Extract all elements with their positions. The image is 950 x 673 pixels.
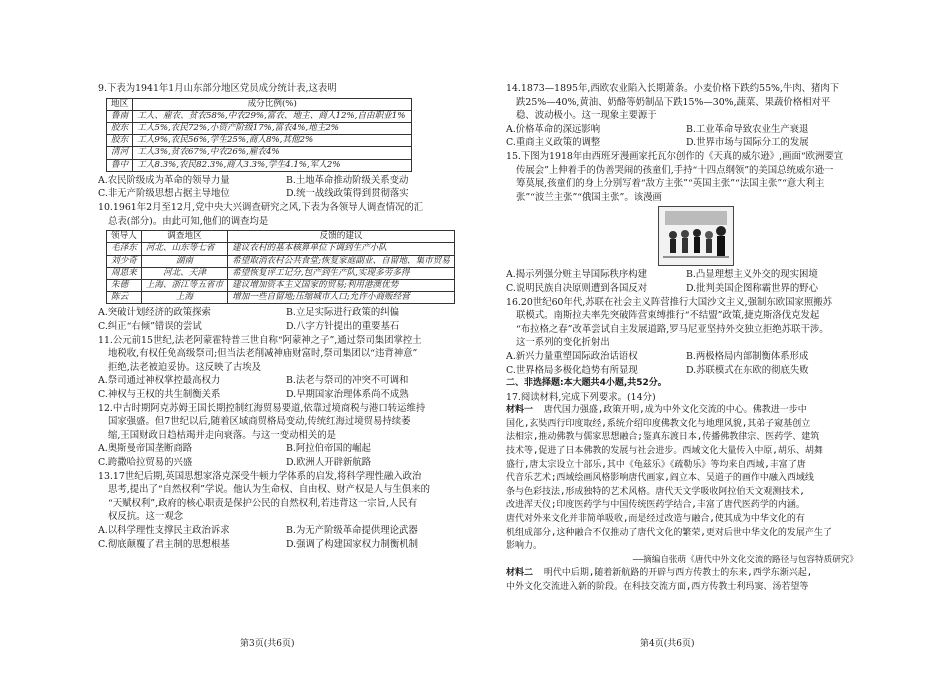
option-b[interactable]: B.工业革命导致农业生产衰退 [686,123,809,135]
q16-stem: 16.20世纪60年代,苏联在社会主义阵营推行大国沙文主义,强制东欧国家照搬苏 [506,296,832,308]
option-d[interactable]: D.欧洲人开辟新航路 [286,456,372,468]
table-cell: 工人5%,农民72%,小资产阶级17%,富农4%,地主2% [133,123,412,135]
material-line: 唐代对外来文化并非简单吸收,而是经过改造与融合,使其成为中华文化的有 [506,514,805,525]
table-cell: 希望恢复评工记分,包产到生产队,实现多劳多得 [228,267,455,279]
material-line: 技术等,促进了日本佛教的发展与社会进步。西域文化大量传入中原,胡乐、胡舞 [506,446,823,457]
option-a[interactable]: A.以科学理性支撑民主政治诉求 [98,524,230,536]
option-b[interactable]: B.立足实际进行政策的纠偏 [286,307,399,319]
q11-options [98,374,466,401]
q15-stem-line: 筹莫展,孩童们的身上分别写着“敌方主张”“英国主张”“法国主张”“意大利主 [516,178,825,190]
material-two [506,567,858,594]
material-line: 代音乐艺术;西域绘画风格影响唐代画家,阎立本、吴道子的画作中融入西域线 [506,473,814,484]
right-page [506,82,858,595]
table-cell: 建议增加资本主义国家的贸易;利用港澳优势 [228,280,455,292]
material-source: ——摘编自张萌《唐代中外文化交流的路径与包容特质研究》 [632,554,858,565]
q9-options [98,174,466,201]
table-row [107,135,412,147]
table-header: 地区 [107,98,133,110]
table-cell: 建议农村的基本核算单位下调到生产小队 [228,243,455,255]
q12-stem-line: 缩,王国财政日趋枯竭并走向衰落。与这一变动相关的是 [108,429,336,441]
option-c[interactable]: C.世界格局多极化趋势有所显现 [506,364,638,376]
section-heading: 二、非选择题:本大题共4小题,共52分。 [506,378,667,389]
q10-stem: 10.1961年2月至12月,党中央大兴调查研究之风,下表为各领导人调查情况的汇 [98,202,424,213]
table-row [107,147,412,159]
q9-stem: 9.下表为1941年1月山东部分地区党员成分统计表,这表明 [98,83,337,94]
table-cell: 河北、天津 [141,267,227,279]
q11-stem-line: 地税收,有权任免高级祭司;但当法老削减神庙财富时,祭司集团以“违背神意” [108,348,418,360]
option-a[interactable]: A.奥斯曼帝国垄断商路 [98,443,193,455]
table-cell: 工人9%,农民56%,学生25%,商人8%,其他2% [133,135,412,147]
q15-stem: 15.下图为1918年由西班牙漫画家托瓦尔创作的《天真的威尔逊》,画面“欧洲要宣 [506,150,844,162]
table-row [107,292,455,304]
option-c[interactable]: C.纠正“右倾”错误的尝试 [98,321,202,332]
q10-options [98,306,466,333]
q9-table [106,98,412,172]
table-header: 调查地区 [141,231,227,243]
table-row [107,255,455,267]
option-b[interactable]: B.为无产阶级革命提供理论武器 [286,524,418,536]
material-line: 影响力。 [506,541,543,552]
table-cell: 胶东 [107,123,133,135]
table-cell: 胶东 [107,135,133,147]
option-d[interactable]: D.早期国家治理体系尚不成熟 [286,388,409,400]
option-d[interactable]: D.苏联模式在东欧的彻底失败 [686,364,809,376]
q15-stem-line: 张”“波兰主张”“俄国主张”。该漫画 [516,191,662,203]
cartoon-illustration [659,207,733,265]
table-row [107,243,455,255]
table-header: 领导人 [107,231,142,243]
option-d[interactable]: D.统一战线政策得到贯彻落实 [286,188,409,200]
q13-options [98,524,466,551]
q13-stem-line: “天赋权利”,政府的核心职责是保护公民的自然权利,若违背这一宗旨,人民有 [108,497,418,509]
material-line: 盛行,唐太宗设立十部乐,其中《龟兹乐》《疏勒乐》等均来自西域,丰富了唐 [506,459,806,470]
table-cell: 上海 [141,292,227,304]
option-b[interactable]: B.两极格局内部制衡体系形成 [686,350,809,362]
table-cell: 清河 [107,147,133,159]
q16-stem-line: “布拉格之春”改革尝试自主发展道路,罗马尼亚坚持外交独立拒绝苏联干涉。 [516,323,829,335]
q14-options [506,123,858,150]
table-cell: 陈云 [107,292,142,304]
option-d[interactable]: D.强调了构建国家权力制衡机制 [286,538,419,550]
table-cell: 希望取消农村公共食堂;恢复家庭副业、自留地、集市贸易 [228,255,455,267]
table-cell: 湖南 [141,255,227,267]
option-a[interactable]: A.价格革命的深远影响 [506,123,601,135]
table-cell: 工人8.3%,农民82.3%,商人3.3%,学生4.1%,军人2% [133,159,412,171]
material-line: 唐代国力强盛,政策开明,成为中外文化交流的中心。佛教进一步中 [543,405,807,416]
cartoon-image [658,206,734,266]
page-number-left: 第3页(共6页) [240,639,295,649]
option-c[interactable]: C.说明民族自决原则遭到各国反对 [506,282,648,294]
q17-stem: 17.阅读材料,完成下列要求。(14分) [506,391,656,403]
table-cell: 刘少奇 [107,255,142,267]
material-one [506,404,858,554]
material-label: 材料一 [506,405,534,416]
q15-options [506,268,858,295]
q10-table [106,230,455,304]
option-c[interactable]: C.非无产阶级思想占据主导地位 [98,188,230,200]
table-cell: 毛泽东 [107,243,142,255]
material-line: 改进浑天仪;印度医药学与中国传统医药学结合,丰富了唐代医药学的内涵。 [506,500,805,511]
table-cell: 周恩来 [107,267,142,279]
material-line: 机组成部分,这种融合不仅推动了唐代文化的繁荣,更对后世中华文化的发展产生了 [506,527,832,538]
table-cell: 工人、雇农、贫农58%,中农29%,富农、地主、商人12%,自由职业1% [133,110,412,122]
option-c[interactable]: C.跨撒哈拉贸易的兴盛 [98,456,193,468]
q14-stem-line: 跌25%—40%,黄油、奶酪等奶制品下跌15%—30%,蔬菜、果蔬价格相对平 [516,96,831,108]
left-page [98,82,466,551]
q11-stem-line: 拒绝,法老被迫妥协。这反映了古埃及 [108,361,261,373]
table-cell: 朱德 [107,280,142,292]
table-cell: 上海、浙江等五省市 [141,280,227,292]
option-a[interactable]: A.突破计划经济的政策探索 [98,307,211,319]
q12-stem-line: 国家强盛。但7世纪以后,随着区域商贸格局变动,传统红海过境贸易持续萎 [108,416,411,428]
q12-options [98,442,466,469]
material-label: 材料二 [506,568,534,579]
option-c[interactable]: C.重商主义政策的调整 [506,137,601,149]
table-row [107,123,412,135]
option-d[interactable]: D.世界市场与国际分工的发展 [686,137,809,149]
q14-stem-line: 稳、波动极小。这一现象主要源于 [516,110,657,122]
option-c[interactable]: C.彻底颠覆了君主制的思想根基 [98,538,230,550]
option-b[interactable]: B.土地革命推动阶级关系变动 [286,174,409,186]
table-header: 反馈的建议 [228,231,455,243]
material-line: 法相宗,推动佛教与儒家思想融合;鉴真东渡日本,传播佛教律宗、医药学、建筑 [506,432,820,443]
table-row [107,110,412,122]
page-number-right: 第4页(共6页) [640,639,695,649]
q12-stem: 12.中古时期阿克苏姆王国长期控制红海贸易要道,依靠过境商税与港口转运维持 [98,402,426,414]
option-a[interactable]: A.祭司通过神权掌控最高权力 [98,375,221,387]
option-b[interactable]: B.阿拉伯帝国的崛起 [286,443,371,455]
material-line: 明代中后期,随着新航路的开辟与西方传教士的东来,西学东渐兴起, [543,568,813,579]
table-cell: 工人3%,贫农67%,中农26%,雇农4% [133,147,412,159]
q13-stem: 13.17世纪后期,英国思想家洛克深受牛顿力学体系的启发,将科学理性融入政治 [98,470,422,482]
q13-stem-line: 权反抗。这一观念 [108,511,184,523]
option-a[interactable]: A.农民阶级成为革命的领导力量 [98,174,230,186]
option-c[interactable]: C.神权与王权的共生制衡关系 [98,388,221,400]
option-b[interactable]: B.凸显理想主义外交的现实困境 [686,269,818,281]
option-a[interactable]: A.揭示列强分赃主导国际秩序构建 [506,269,648,281]
q16-options [506,350,858,377]
table-row [107,159,412,171]
table-cell: 鲁南 [107,110,133,122]
q14-stem: 14.1873—1895年,西欧农业陷入长期萧条。小麦价格下跌约55%,牛肉、猪肉下 [506,83,840,94]
option-a[interactable]: A.新兴力量重塑国际政治话语权 [506,350,638,362]
q13-stem-line: 思考,提出了“自然权利”学说。他认为生命权、自由权、财产权是人与生俱来的 [108,484,430,496]
table-header: 成分比例(%) [133,98,412,110]
q10-stem-2: 总表(部分)。由此可知,他们的调查均是 [108,215,269,227]
table-cell: 增加一些自留地;压缩城市人口;允许小商贩经营 [228,292,455,304]
q16-stem-line: 联模式。南斯拉夫率先突破阵营束缚推行“不结盟”政策,捷克斯洛伐克发起 [516,310,820,322]
material-line: 国化,玄奘西行印度取经,系统介绍印度佛教文化与地理风貌,其弟子窥基创立 [506,418,811,429]
table-row [107,267,455,279]
q15-stem-line: 传展会”上伸着手的伪善哭闹的孩童们,手持“十四点纲领”的美国总统威尔逊一 [516,164,834,176]
option-d[interactable]: D.八字方针提出的重要基石 [286,321,400,332]
table-cell: 河北、山东等七省 [141,243,227,255]
q16-stem-line: 这一系列的变化折射出 [516,337,610,349]
table-cell: 鲁中 [107,159,133,171]
q11-stem: 11.公元前15世纪,法老阿蒙霍特普三世自称“阿蒙神之子”,通过祭司集团掌控土 [98,334,422,346]
option-b[interactable]: B.法老与祭司的冲突不可调和 [286,375,409,387]
option-d[interactable]: D.批判美国企图称霸世界的野心 [686,282,819,294]
material-line: 条与色彩技法,形成独特的艺术风格。唐代天文学吸收阿拉伯天文观测技术, [506,486,805,497]
material-line: 中外文化交流进入新的阶段。在科技交流方面,西方传教士利玛窦、汤若望等 [506,582,809,592]
table-row [107,280,455,292]
